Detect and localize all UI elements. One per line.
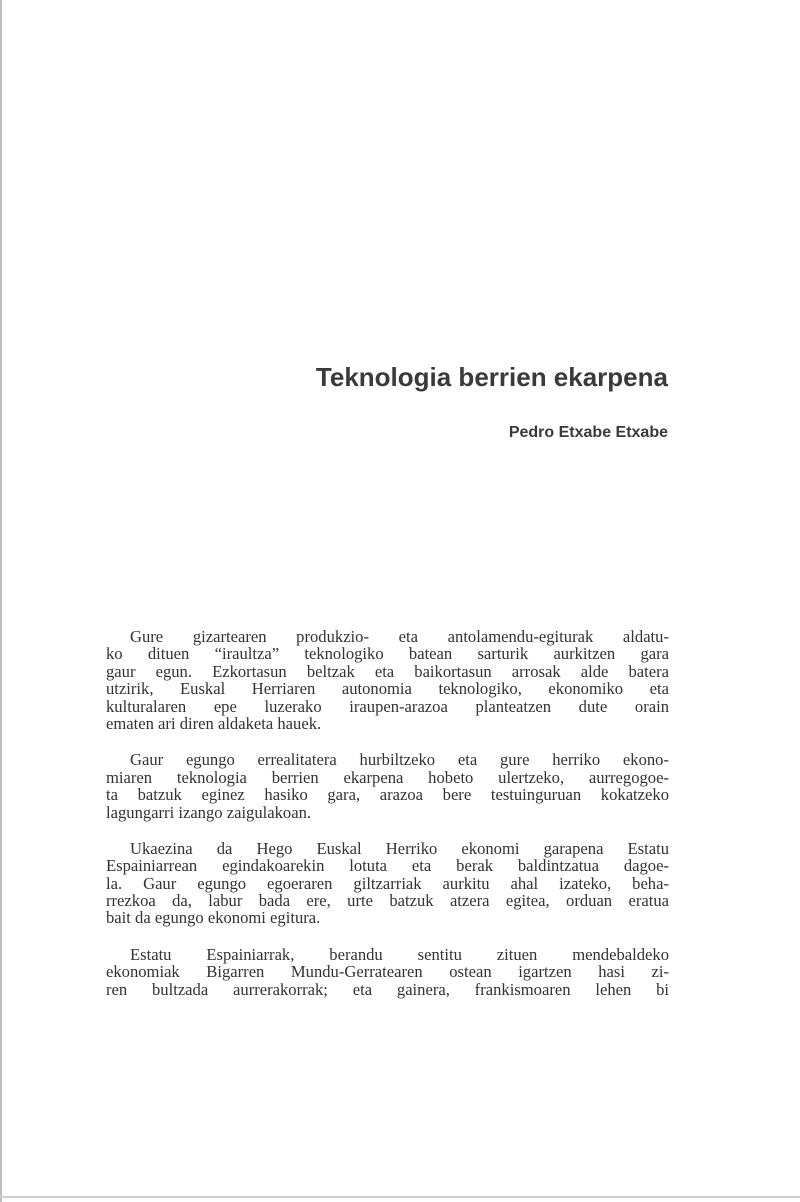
paragraph-line: kulturalaren epe luzerako iraupen-arazoa planteatzen dute orain <box>106 696 669 716</box>
paragraph-line: ren bultzada aurrerakorrak; eta gainera, frankismoaren lehen bi <box>106 979 669 999</box>
paragraph-line: rrezkoa da, labur bada ere, urte batzuk atzera egitea, orduan eratua <box>106 891 669 911</box>
page-left-edge <box>0 0 2 1202</box>
paragraph-2 <box>106 751 669 821</box>
paragraph-line: Estatu Espainiarrak, berandu sentitu zituen mendebaldeko <box>130 944 669 964</box>
paragraph-line: ko dituen “iraultza” teknologiko batean sarturik aurkitzen gara <box>106 644 669 664</box>
paragraph-line: Espainiarrean egindakoarekin lotuta eta berak baldintzatua dagoe- <box>106 856 669 876</box>
paragraph-line: lagungarri izango zaigulakoan. <box>106 802 312 822</box>
page-bottom-edge <box>0 1196 800 1198</box>
paragraph-4 <box>106 946 669 998</box>
paragraph-1 <box>106 628 669 732</box>
article-author: Pedro Etxabe Etxabe <box>508 424 668 441</box>
paragraph-line: Ukaezina da Hego Euskal Herriko ekonomi garapena Estatu <box>130 838 669 858</box>
paragraph-line: ta batzuk eginez hasiko gara, arazoa bere testuinguruan kokatzeko <box>106 785 669 805</box>
article-title: Teknologia berrien ekarpena <box>315 362 668 392</box>
paragraph-line: ekonomiak Bigarren Mundu-Gerratearen ostean igartzen hasi zi- <box>106 962 669 982</box>
paragraph-line: la. Gaur egungo egoeraren giltzarriak aurkitu ahal izateko, beha- <box>106 873 669 893</box>
paragraph-line: gaur egun. Ezkortasun beltzak eta baikortasun arrosak alde batera <box>106 661 669 681</box>
paragraph-3 <box>106 840 669 927</box>
article-body <box>106 628 669 1017</box>
paragraph-line: Gaur egungo errealitatera hurbiltzeko eta gure herriko ekono- <box>130 750 669 770</box>
paragraph-line: ematen ari diren aldaketa hauek. <box>106 713 322 733</box>
paragraph-line: utzirik, Euskal Herriaren autonomia teknologiko, ekonomiko eta <box>106 679 669 699</box>
paragraph-line: Gure gizartearen produkzio- eta antolamendu-egiturak aldatu- <box>130 627 669 646</box>
paragraph-line: miaren teknologia berrien ekarpena hobeto ulertzeko, aurregogoe- <box>106 767 669 787</box>
paragraph-line: bait da egungo ekonomi egitura. <box>106 908 321 928</box>
